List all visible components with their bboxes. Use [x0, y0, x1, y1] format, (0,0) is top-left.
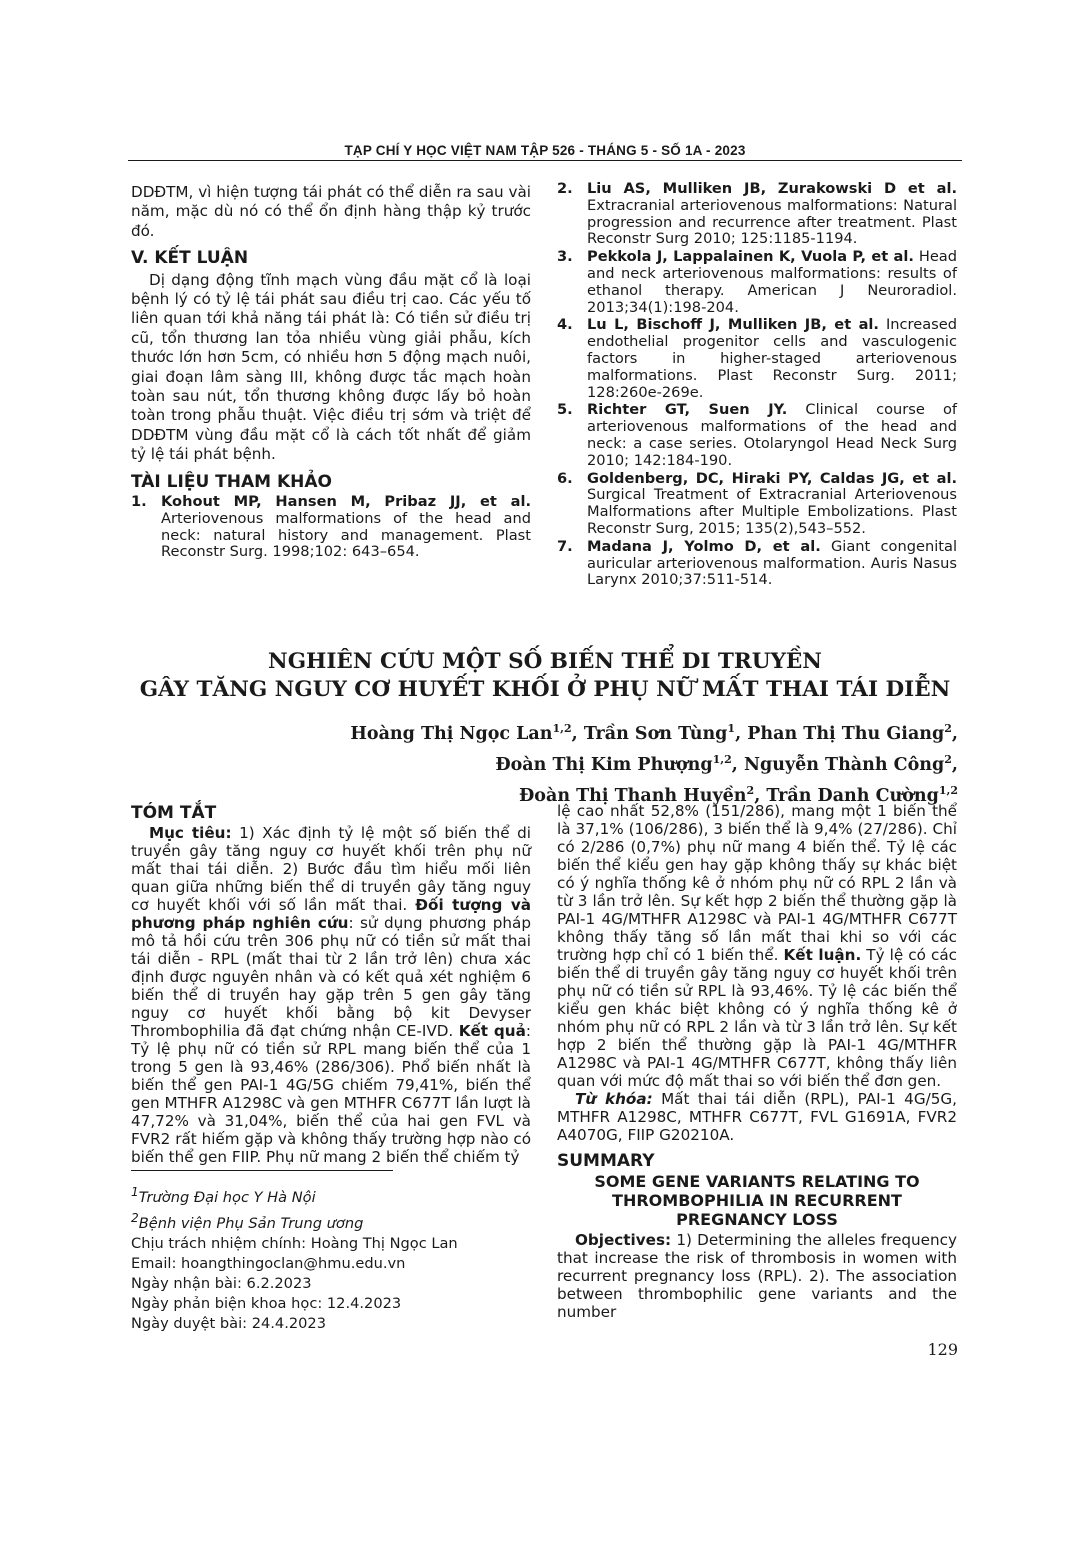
reference-item	[557, 471, 957, 538]
reference-item	[557, 539, 957, 589]
reference-authors: Lu L, Bischoff J, Mulliken JB, et al.	[587, 316, 879, 334]
reference-authors: Pekkola J, Lappalainen K, Vuola P, et al.	[587, 248, 914, 266]
author-name: Đoàn Thị Thanh Huyền	[519, 785, 747, 806]
author-name: Hoàng Thị Ngọc Lan	[350, 723, 553, 744]
abstract-vi-left	[131, 804, 531, 1166]
reference-authors: Richter GT, Suen JY.	[587, 401, 788, 419]
abstract-paragraph-continued	[557, 802, 957, 1090]
reference-text: Arteriovenous malformations of the head and neck: natural history and management. Plast Reconstr Surg. 1998;102: 643–654.	[161, 509, 531, 561]
author-affiliation: 1,2	[938, 783, 958, 797]
reference-text: Increased endothelial progenitor cells and vasculogenic factors in higher-staged arteriovenous malformations. Plast Reconstr Surg. 2011; 128:260e-269e.	[587, 316, 957, 401]
abstract-paragraph	[131, 824, 531, 1166]
footnotes	[131, 1182, 531, 1334]
affiliation-1: $^1$Trường Đại học Y Hà Nội	[131, 1185, 316, 1206]
reference-item	[557, 181, 957, 248]
abstract-vi-right	[557, 802, 957, 1321]
objective-text: 1) Xác định tỷ lệ một số biến thể di truyền gây tăng nguy cơ huyết khối trên phụ nữ mất thai tái diễn. 2) Bước đầu tìm hiểu mối liên quan giữa những biến thể di truyền gây tăng nguy cơ huyết khối với số lần mất thai.	[131, 824, 531, 914]
results-text: : Tỷ lệ phụ nữ có tiền sử RPL mang biến thể của 1 trong 5 gen là 93,46% (286/306). Phổ biến nhất là biến thể gen PAI-1 4G/5G chiếm 79,41%, biến thể gen MTHFR A1298C và gen MTHFR C677T lần lượt là 47,72% và 31,04%, biến thể của hai gen FVL và FVR2 rất hiếm gặp và không thấy trường hợp nào có biến thể gen FIIP. Phụ nữ mang 2 biến thể chiếm tỷ	[131, 1022, 531, 1166]
footnote-rule	[131, 1170, 393, 1171]
author-name: Trần Sơn Tùng	[583, 723, 728, 744]
author-list	[300, 716, 958, 808]
conclusion-text: Tỷ lệ có các biến thể di truyền gây tăng nguy cơ huyết khối trên phụ nữ có tiền sử RPL là 93,46%. Tỷ lệ các biến thể kiểu gen khác biệt không có ý nghĩa thống kê ở nhóm phụ nữ có RPL 2 lần và từ 3 lần trở lên. Sự kết hợp 2 biến thể thường gặp là PAI-1 4G/MTHFR A1298C và PAI-1 4G/MTHFR C677T, không thấy liên quan với mức độ mất thai so với biến thể đơn gen.	[557, 946, 957, 1090]
received-date: Ngày nhận bài: 6.2.2023	[131, 1274, 312, 1292]
author-name: Phan Thị Thu Giang	[747, 723, 945, 744]
reference-number: 5.	[557, 401, 573, 419]
author-line-1: Hoàng Thị Ngọc Lan$^{1,2}$, Trần Sơn Tùng$^1$, Phan Thị Thu Giang$^2$,	[350, 722, 958, 744]
reference-number: 2.	[557, 180, 573, 197]
summary-heading: SUMMARY	[557, 1151, 655, 1171]
methods-label: Đối tượng và phương pháp nghiên cứu	[131, 896, 531, 932]
reference-text: Surgical Treatment of Extracranial Arteriovenous Malformations after Multiple Embolizations. Plast Reconstr Surg, 2015; 135(2),543–552.	[587, 486, 957, 537]
reference-number: 1.	[131, 493, 147, 511]
results-label: Kết quả	[458, 1022, 526, 1040]
author-affiliation: 2	[746, 783, 755, 797]
author-name: Trần Danh Cường	[766, 785, 939, 806]
continuation-paragraph: DDĐTM, vì hiện tượng tái phát có thể diễn ra sau vài năm, mặc dù nó có thể ổn định hàng thập kỷ trước đó.	[131, 183, 531, 240]
reviewed-date: Ngày phản biện khoa học: 12.4.2023	[131, 1294, 402, 1312]
summary-paragraph	[557, 1231, 957, 1321]
author-affiliation: 1,2	[712, 752, 732, 766]
reference-authors: Liu AS, Mulliken JB, Zurakowski D et al.	[587, 180, 957, 197]
top-left-column	[131, 183, 531, 562]
summary-objective-text: 1) Determining the alleles frequency that increase the risk of thrombosis in women with recurrent pregnancy loss (RPL). 2). The association between thrombophilic gene variants and the number	[557, 1231, 957, 1321]
corresponding-author: Chịu trách nhiệm chính: Hoàng Thị Ngọc Lan	[131, 1234, 458, 1252]
abstract-heading: TÓM TẮT	[131, 803, 217, 823]
keywords-text: Mất thai tái diễn (RPL), PAI-1 4G/5G, MTHFR A1298C, MTHFR C677T, FVL G1691A, FVR2 A4070G, FIIP G20210A.	[557, 1090, 957, 1144]
author-affiliation: 1	[727, 722, 736, 735]
header-rule	[128, 160, 962, 161]
top-right-column	[557, 181, 957, 590]
reference-number: 4.	[557, 316, 573, 334]
affiliation-2: $^2$Bệnh viện Phụ Sản Trung ương	[131, 1210, 364, 1232]
keywords-paragraph	[557, 1090, 957, 1144]
author-line-2: Đoàn Thị Kim Phượng$^{1,2}$, Nguyễn Thành Công$^2$,	[495, 752, 958, 775]
keywords-label: Từ khóa:	[575, 1090, 653, 1108]
accepted-date: Ngày duyệt bài: 24.4.2023	[131, 1314, 326, 1332]
article-title-line-1: NGHIÊN CỨU MỘT SỐ BIẾN THỂ DI TRUYỀN	[268, 649, 822, 674]
reference-text: Head and neck arteriovenous malformations: results of ethanol therapy. American J Neuroradiol. 2013;34(1):198-204.	[587, 248, 958, 316]
author-name: Nguyễn Thành Công	[743, 754, 945, 775]
article-title	[128, 648, 962, 704]
article-title-line-2: GÂY TĂNG NGUY CƠ HUYẾT KHỐI Ở PHỤ NỮ MẤT THAI TÁI DIỄN	[139, 677, 951, 702]
reference-item	[131, 494, 531, 561]
author-name: Đoàn Thị Kim Phượng	[495, 754, 713, 775]
reference-item	[557, 249, 957, 316]
conclusion-label: Kết luận.	[783, 946, 862, 964]
summary-objective-label: Objectives:	[575, 1231, 672, 1249]
references-heading: TÀI LIỆU THAM KHẢO	[131, 471, 332, 492]
results-text-continued: lệ cao nhất 52,8% (151/286), mang một 1 biến thể là 37,1% (106/286), 3 biến thể là 9,4% (27/286). Chỉ có 2/286 (0,7%) phụ nữ mang 4 biến thể. Tỷ lệ các biến thể kiểu gen hay gặp không thấy sự khác biệt có ý nghĩa thống kê ở nhóm phụ nữ có RPL 2 lần và từ 3 lần trở lên. Sự kết hợp 2 biến thể thường gặp là PAI-1 4G/MTHFR A1298C và PAI-1 4G/MTHFR C677T không thấy tăng số lần mất thai khi so với các trường hợp chỉ có 1 biến thể.	[557, 802, 957, 964]
reference-text: Giant congenital auricular arteriovenous malformation. Auris Nasus Larynx 2010;37:511-514.	[587, 537, 957, 589]
author-affiliation: 1,2	[552, 722, 572, 735]
author-line-3: Đoàn Thị Thanh Huyền$^2$, Trần Danh Cường$^{1,2}$	[519, 783, 958, 806]
methods-text: : sử dụng phương pháp mô tả hồi cứu trên 306 phụ nữ có tiền sử mất thai tái diễn - RPL (mất thai từ 2 lần trở lên) chưa xác định được nguyên nhân và có kết quả xét nghiệm 6 biến thể di truyền hay gặp trên 5 gen gây tăng nguy cơ huyết khối bằng bộ kit Devyser Thrombophilia đã đạt chứng nhận CE-IVD.	[131, 914, 531, 1040]
reference-list-right	[557, 181, 957, 589]
reference-item	[557, 317, 957, 401]
reference-number: 6.	[557, 469, 573, 487]
conclusion-heading: V. KẾT LUẬN	[131, 248, 249, 269]
conclusion-paragraph: Dị dạng động tĩnh mạch vùng đầu mặt cổ là loại bệnh lý có tỷ lệ tái phát sau điều trị cao. Các yếu tố liên quan tới khả năng tái phát là: Có tiền sử điều trị cũ, tổn thương lan tỏa nhiều vùng giải phẫu, kích thước lớn hơn 5cm, có nhiều hơn 5 động mạch nuôi, giai đoạn lâm sàng III, không được tắc mạch hoàn toàn sau nút, tổn thương không được lấy bỏ hoàn toàn trong phẫu thuật. Việc điều trị sớm và triệt để DDĐTM vùng đầu mặt cổ là cách tốt nhất để giảm tỷ lệ tái phát bệnh.	[131, 270, 531, 464]
reference-authors: Kohout MP, Hansen M, Pribaz JJ, et al.	[161, 493, 531, 511]
reference-item	[557, 402, 957, 469]
page-number: 129	[927, 1340, 958, 1359]
reference-number: 3.	[557, 248, 573, 266]
reference-text: Extracranial arteriovenous malformations: Natural progression and recurrence after treatment. Plast Reconstr Surg 2010; 125:1185-1194.	[587, 196, 957, 248]
reference-text: Clinical course of arteriovenous malformations of the head and neck: a case series. Otolaryngol Head Neck Surg 2010; 142:184-190.	[587, 401, 958, 469]
reference-number: 7.	[557, 537, 573, 555]
reference-list-left	[131, 494, 531, 561]
reference-authors: Goldenberg, DC, Hiraki PY, Caldas JG, et al.	[587, 469, 957, 487]
journal-header: TẠP CHÍ Y HỌC VIỆT NAM TẬP 526 - THÁNG 5 - SỐ 1A - 2023	[344, 143, 746, 158]
contact-email: Email: hoangthingoclan@hmu.edu.vn	[131, 1254, 406, 1272]
summary-title: SOME GENE VARIANTS RELATING TO THROMBOPHILIA IN RECURRENT PREGNANCY LOSS	[594, 1172, 920, 1229]
objective-label: Mục tiêu:	[149, 824, 232, 842]
reference-authors: Madana J, Yolmo D, et al.	[587, 537, 821, 555]
author-affiliation: 2	[944, 722, 952, 735]
author-affiliation: 2	[944, 752, 952, 766]
